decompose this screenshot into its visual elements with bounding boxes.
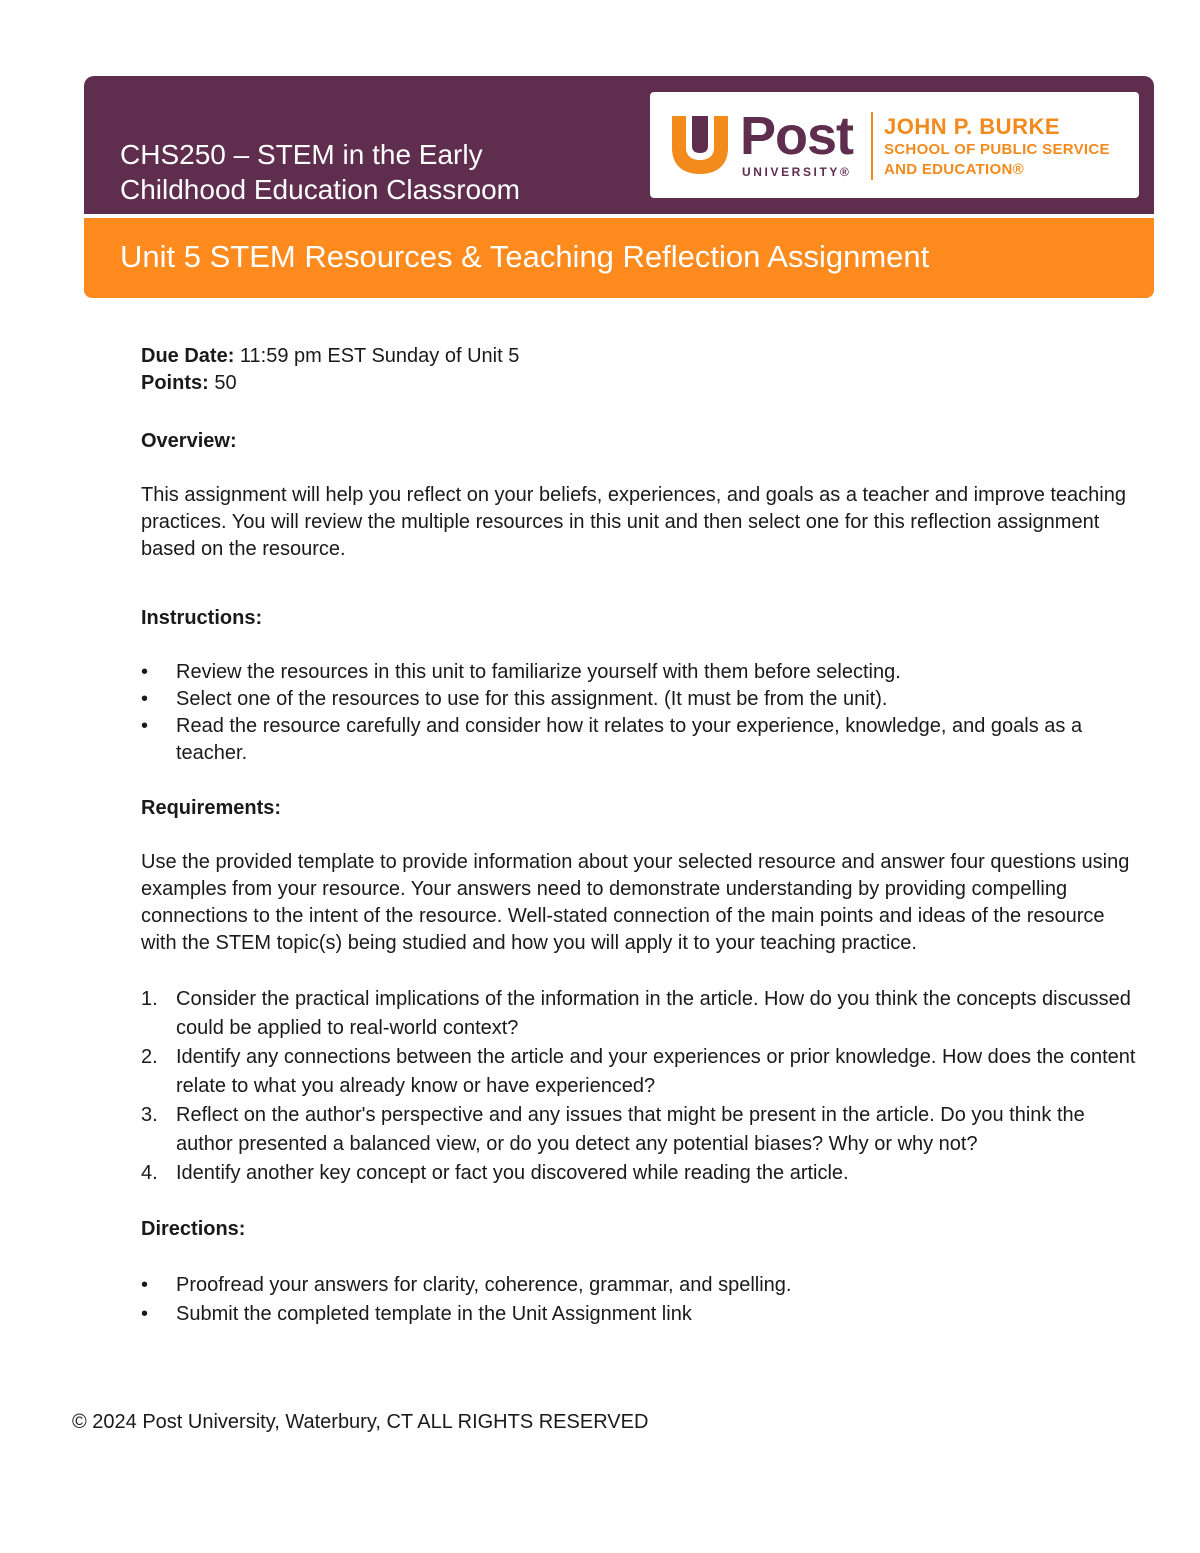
question-number: 3. xyxy=(141,1104,158,1126)
school-name-line1: JOHN P. BURKE xyxy=(884,114,1061,139)
question-number: 4. xyxy=(141,1162,158,1184)
directions-list xyxy=(141,1271,1136,1329)
document-body xyxy=(141,343,1136,1329)
question-text: Consider the practical implications of the information in the article. How do you think the concepts discussed could be applied to real-world context? xyxy=(176,988,1131,1039)
list-item: • Read the resource carefully and consider how it relates to your experience, knowledge, and goals as a teacher. xyxy=(141,713,1136,767)
question-text: Reflect on the author's perspective and any issues that might be present in the article. Do you think the author presented a balanced view, or do you detect any potential biases? Why or why not? xyxy=(176,1104,1085,1155)
question-item xyxy=(141,1043,1136,1101)
logo-wordmark: Post xyxy=(740,106,854,166)
question-item xyxy=(141,1159,1136,1188)
list-item: • Proofread your answers for clarity, coherence, grammar, and spelling. xyxy=(141,1271,1136,1300)
overview-text: This assignment will help you reflect on your beliefs, experiences, and goals as a teacher and improve teaching practices. You will review the multiple resources in this unit and then select one for this reflection assignment based on the resource. xyxy=(141,484,1126,560)
due-date-value: 11:59 pm EST Sunday of Unit 5 xyxy=(234,345,520,367)
question-text: Identify any connections between the article and your experiences or prior knowledge. How does the content relate to what you already know or have experienced? xyxy=(176,1046,1136,1097)
assignment-title: Unit 5 STEM Resources & Teaching Reflection Assignment xyxy=(120,239,930,274)
list-item: • Submit the completed template in the Unit Assignment link xyxy=(141,1300,1136,1329)
course-title-line1: CHS250 – STEM in the Early xyxy=(120,139,483,170)
course-title-line2: Childhood Education Classroom xyxy=(120,174,520,205)
post-university-logo-icon xyxy=(668,112,732,176)
school-name xyxy=(884,114,1110,180)
question-item xyxy=(141,985,1136,1043)
question-text: Identify another key concept or fact you discovered while reading the article. xyxy=(176,1162,849,1184)
question-number: 2. xyxy=(141,1046,158,1068)
requirements-heading: Requirements: xyxy=(141,797,282,819)
instructions-list xyxy=(141,659,1136,767)
points-value: 50 xyxy=(208,372,237,394)
course-title xyxy=(120,137,520,207)
logo-divider xyxy=(871,112,873,180)
requirements-questions xyxy=(141,985,1136,1188)
points-label: Points: xyxy=(141,372,209,394)
overview-heading: Overview: xyxy=(141,430,237,452)
school-name-line3: AND EDUCATION® xyxy=(884,161,1024,178)
logo-university: UNIVERSITY® xyxy=(742,165,852,179)
requirements-text: Use the provided template to provide information about your selected resource and answer four questions using examples from your resource. Your answers need to demonstrate understanding by providing compelling connections to the intent of the resource. Well-stated connection of the main points and ideas of the resource with the STEM topic(s) being studied and how you will apply it to your teaching practice. xyxy=(141,851,1130,954)
copyright-footer: © 2024 Post University, Waterbury, CT ALL RIGHTS RESERVED xyxy=(72,1411,649,1433)
question-item xyxy=(141,1101,1136,1159)
list-item: • Review the resources in this unit to familiarize yourself with them before selecting. xyxy=(141,659,1136,686)
points xyxy=(141,370,1136,397)
instructions-heading: Instructions: xyxy=(141,607,263,629)
directions-heading: Directions: xyxy=(141,1218,246,1240)
list-item: • Select one of the resources to use for this assignment. (It must be from the unit). xyxy=(141,686,1136,713)
due-date-label: Due Date: xyxy=(141,345,235,367)
school-name-line2: SCHOOL OF PUBLIC SERVICE xyxy=(884,141,1110,158)
question-number: 1. xyxy=(141,988,158,1010)
due-date xyxy=(141,343,1136,370)
